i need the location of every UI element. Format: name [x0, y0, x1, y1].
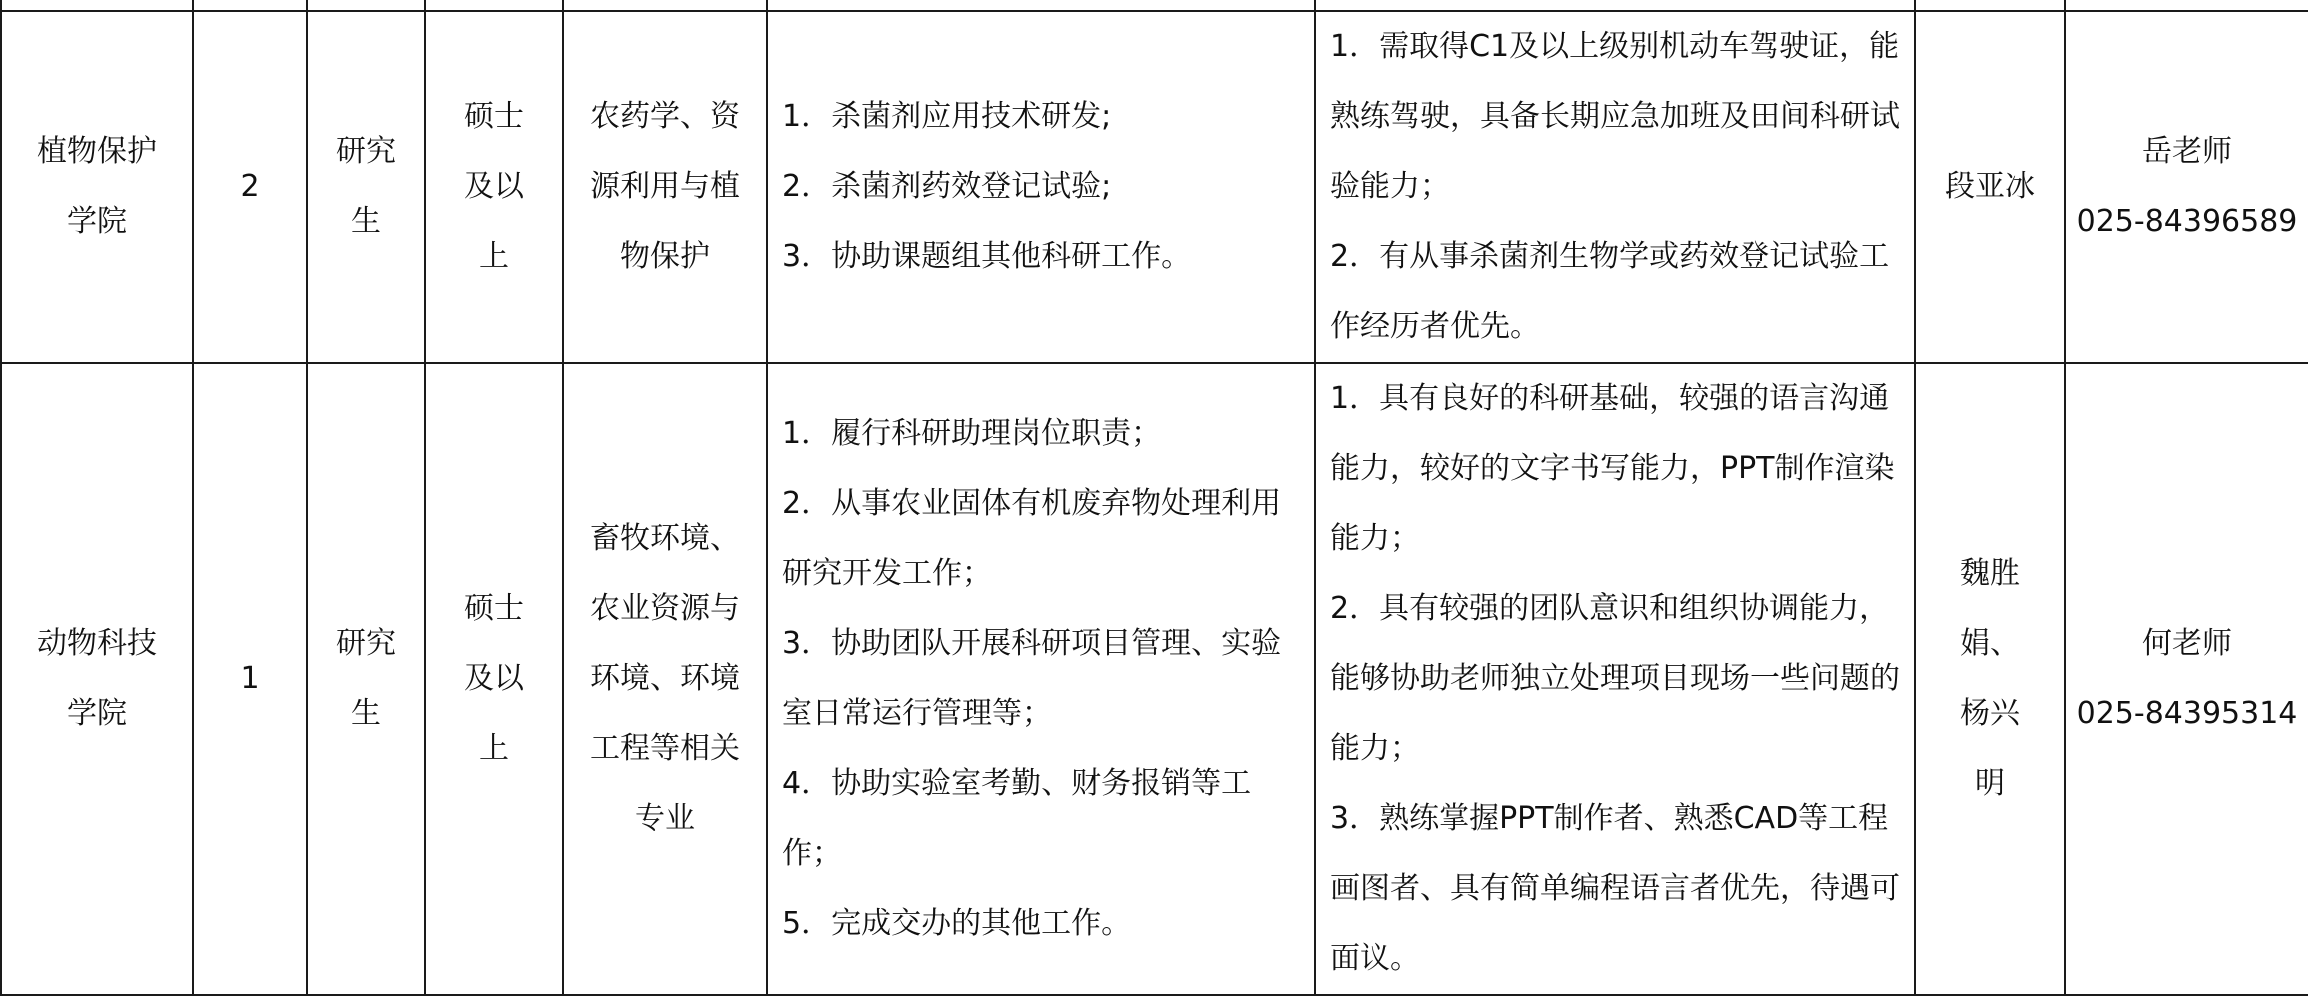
count-cell: 2: [193, 11, 307, 363]
count-cell: 1: [193, 363, 307, 995]
degree-cell: 硕士及以上: [425, 11, 563, 363]
requirement-line: 1．具有良好的科研基础，较强的语言沟通能力，较好的文字书写能力，PPT制作渲染能力；: [1330, 381, 1895, 556]
college-cell: 植物保护学院: [1, 11, 193, 363]
duty-line: 3．协助课题组其他科研工作。: [782, 239, 1192, 274]
duty-line: 1．杀菌剂应用技术研发;: [782, 99, 1112, 134]
requirements-cell: [1315, 363, 1915, 995]
table-row: [1, 11, 2308, 363]
duty-line: 4．协助实验室考勤、财务报销等工作；: [782, 766, 1252, 871]
contact-person-cell: 魏胜娟、杨兴明: [1915, 363, 2065, 995]
requirements-cell: [1315, 11, 1915, 363]
teacher-name: 岳老师: [2142, 134, 2232, 169]
duty-line: 5．完成交办的其他工作。: [782, 906, 1132, 941]
phone-number: 025-84396589: [2076, 204, 2298, 239]
duties-cell: [767, 11, 1315, 363]
degree-cell: 硕士及以上: [425, 363, 563, 995]
requirement-line: 1．需取得C1及以上级别机动车驾驶证，能熟练驾驶，具备长期应急加班及田间科研试验能力；: [1330, 29, 1900, 204]
teacher-name: 何老师: [2142, 626, 2232, 661]
requirement-line: 2．有从事杀菌剂生物学或药效登记试验工作经历者优先。: [1330, 239, 1890, 344]
duties-cell: [767, 363, 1315, 995]
major-cell: 农药学、资源利用与植物保护: [563, 11, 767, 363]
duty-line: 2．从事农业固体有机废弃物处理利用研究开发工作；: [782, 486, 1282, 591]
contact-cell: [2065, 11, 2308, 363]
duty-line: 3．协助团队开展科研项目管理、实验室日常运行管理等；: [782, 626, 1282, 731]
type-cell: 研究生: [307, 363, 425, 995]
contact-cell: [2065, 363, 2308, 995]
type-cell: 研究生: [307, 11, 425, 363]
duty-line: 2．杀菌剂药效登记试验;: [782, 169, 1112, 204]
requirement-line: 2．具有较强的团队意识和组织协调能力，能够协助老师独立处理项目现场一些问题的能力；: [1330, 591, 1900, 766]
table-top-strip: [1, 0, 2308, 11]
college-cell: 动物科技学院: [1, 363, 193, 995]
major-cell: 畜牧环境、农业资源与环境、环境工程等相关专业: [563, 363, 767, 995]
table-row: [1, 363, 2308, 995]
duty-line: 1．履行科研助理岗位职责；: [782, 416, 1162, 451]
requirement-line: 3．熟练掌握PPT制作者、熟悉CAD等工程画图者、具有简单编程语言者优先，待遇可面议。: [1330, 801, 1900, 976]
contact-person-cell: 段亚冰: [1915, 11, 2065, 363]
phone-number: 025-84395314: [2076, 696, 2298, 731]
